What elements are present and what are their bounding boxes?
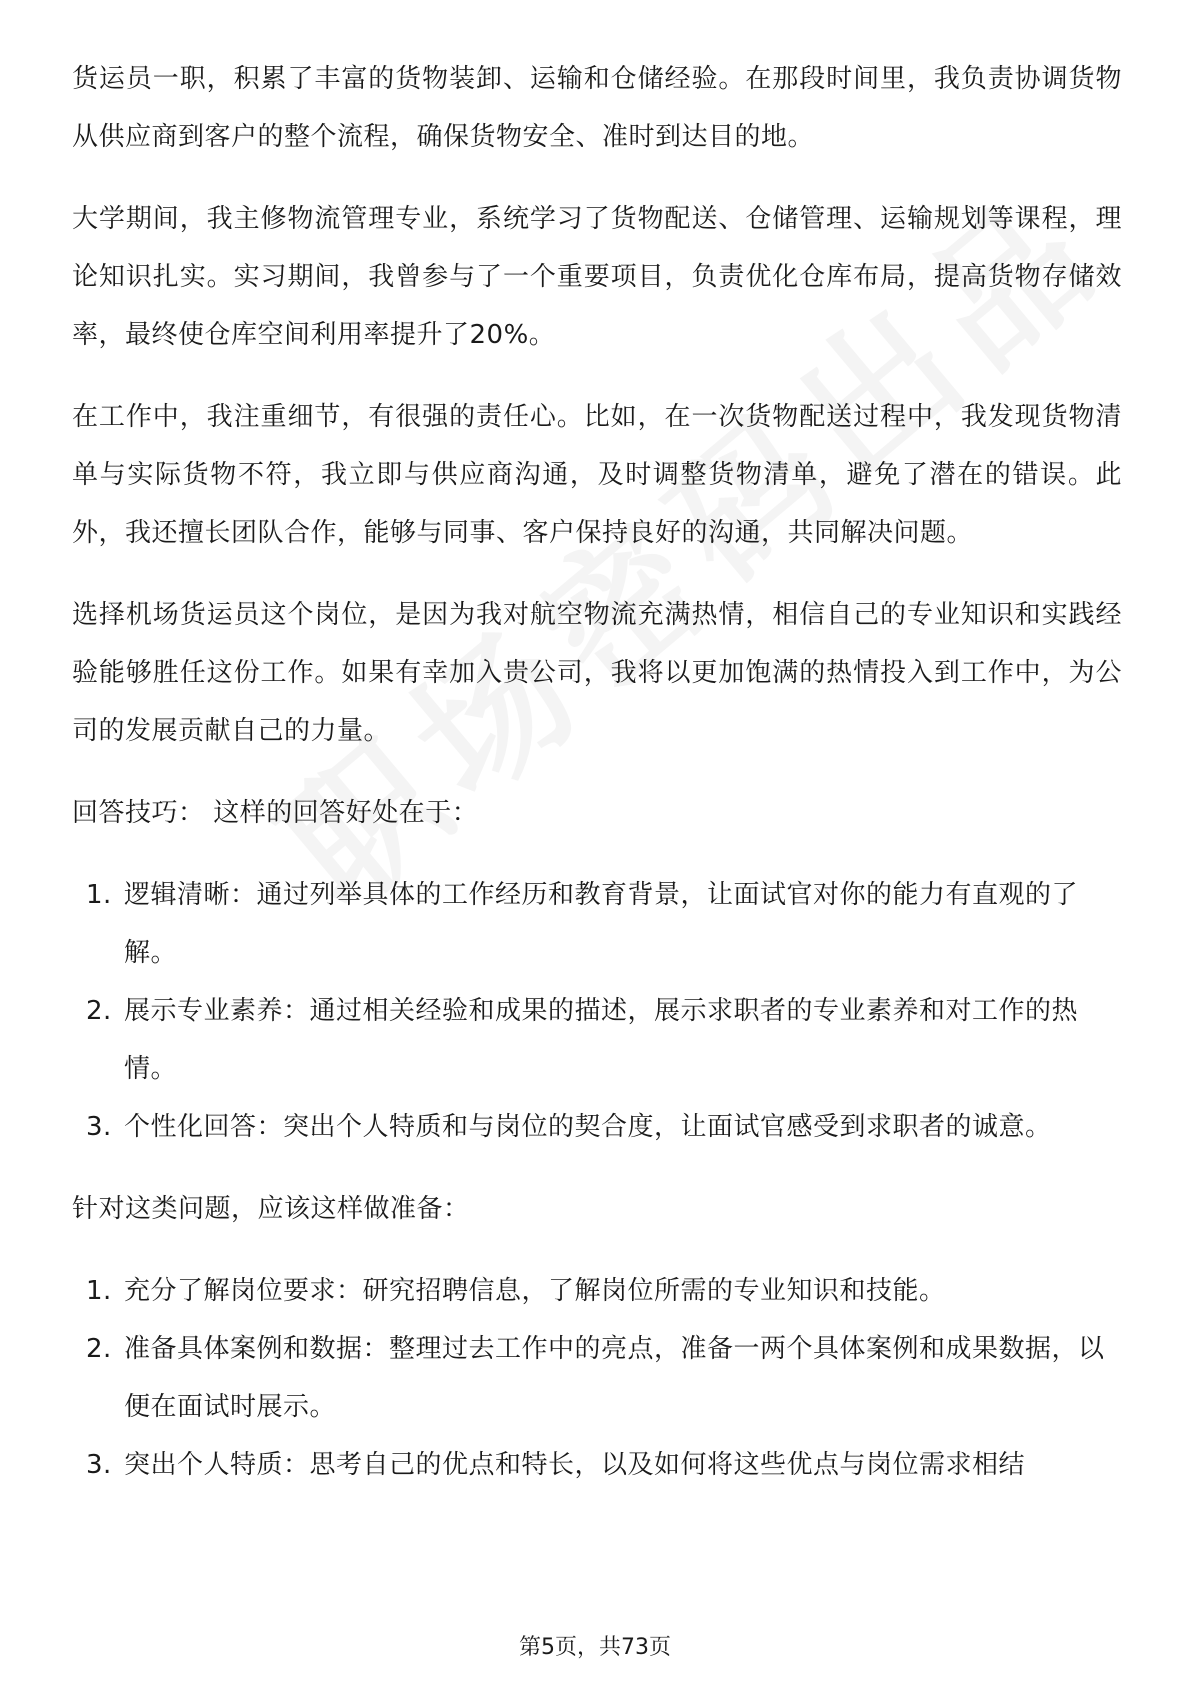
list-item-text: 充分了解岗位要求：研究招聘信息，了解岗位所需的专业知识和技能。 bbox=[124, 1276, 946, 1306]
list-item bbox=[72, 982, 1122, 1098]
list-item-text: 准备具体案例和数据：整理过去工作中的亮点，准备一两个具体案例和成果数据，以便在面试时展示。 bbox=[124, 1334, 1105, 1422]
prep-list bbox=[72, 1262, 1122, 1494]
document-page bbox=[72, 50, 1122, 1518]
list-number: 3. bbox=[86, 1450, 112, 1480]
paragraph-work-experience: 货运员一职，积累了丰富的货物装卸、运输和仓储经验。在那段时间里，我负责协调货物从供应商到客户的整个流程，确保货物安全、准时到达目的地。 bbox=[72, 64, 1122, 152]
paragraph-attention-to-detail: 在工作中，我注重细节，有很强的责任心。比如，在一次货物配送过程中，我发现货物清单与实际货物不符，我立即与供应商沟通，及时调整货物清单，避免了潜在的错误。此外，我还擅长团队合作，能够与同事、客户保持良好的沟通，共同解决问题。 bbox=[72, 402, 1122, 548]
list-number: 1. bbox=[86, 1276, 112, 1306]
tips-list bbox=[72, 866, 1122, 1156]
tips-heading: 回答技巧： 这样的回答好处在于： bbox=[72, 798, 479, 828]
list-item bbox=[72, 1436, 1122, 1494]
list-number: 2. bbox=[86, 1334, 112, 1364]
list-item bbox=[72, 1320, 1122, 1436]
list-item bbox=[72, 1098, 1122, 1156]
page-number: 第5页，共73页 bbox=[519, 1635, 671, 1660]
list-item-text: 突出个人特质：思考自己的优点和特长，以及如何将这些优点与岗位需求相结 bbox=[124, 1450, 1026, 1480]
list-number: 1. bbox=[86, 880, 112, 910]
prep-heading: 针对这类问题，应该这样做准备： bbox=[72, 1194, 470, 1224]
paragraph-motivation: 选择机场货运员这个岗位，是因为我对航空物流充满热情，相信自己的专业知识和实践经验能够胜任这份工作。如果有幸加入贵公司，我将以更加饱满的热情投入到工作中，为公司的发展贡献自己的力量。 bbox=[72, 600, 1122, 746]
paragraph-education: 大学期间，我主修物流管理专业，系统学习了货物配送、仓储管理、运输规划等课程，理论知识扎实。实习期间，我曾参与了一个重要项目，负责优化仓库布局，提高货物存储效率，最终使仓库空间利用率提升了20%。 bbox=[72, 204, 1122, 350]
list-item-text: 逻辑清晰：通过列举具体的工作经历和教育背景，让面试官对你的能力有直观的了解。 bbox=[124, 880, 1079, 968]
list-item-text: 展示专业素养：通过相关经验和成果的描述，展示求职者的专业素养和对工作的热情。 bbox=[124, 996, 1079, 1084]
list-number: 2. bbox=[86, 996, 112, 1026]
list-item-text: 个性化回答：突出个人特质和与岗位的契合度，让面试官感受到求职者的诚意。 bbox=[124, 1112, 1052, 1142]
list-item bbox=[72, 866, 1122, 982]
list-number: 3. bbox=[86, 1112, 112, 1142]
list-item bbox=[72, 1262, 1122, 1320]
